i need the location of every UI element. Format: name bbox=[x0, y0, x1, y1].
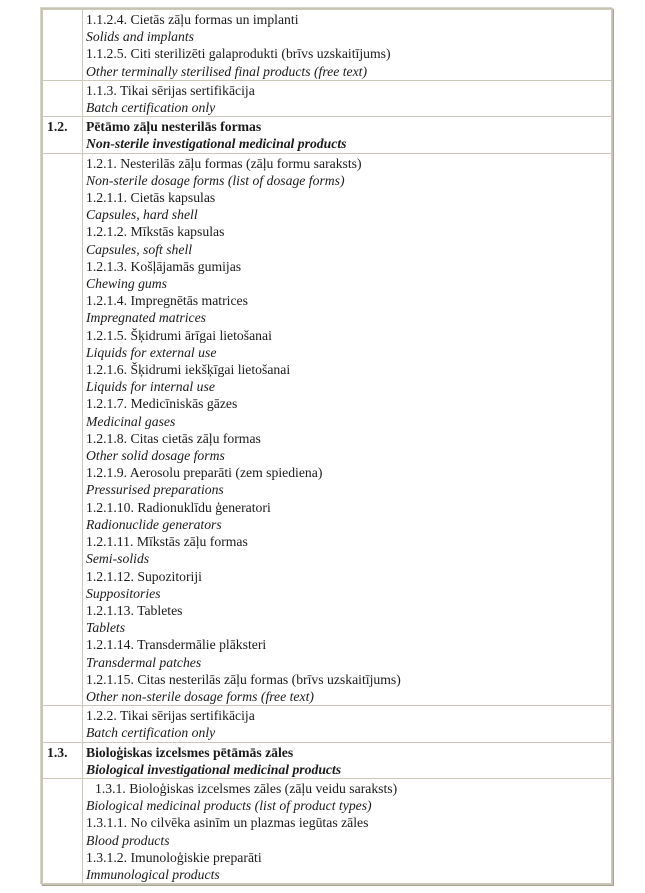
doc-table bbox=[42, 9, 612, 884]
entry-en: Immunological products bbox=[86, 866, 220, 882]
entry-en: Semi-solids bbox=[86, 551, 150, 567]
entry-en: Other terminally sterilised final products (free text) bbox=[86, 63, 368, 79]
table-row bbox=[43, 80, 612, 116]
row-content-cell bbox=[83, 153, 612, 706]
row-content-cell bbox=[83, 80, 612, 116]
table-row bbox=[43, 153, 612, 706]
entry-en: Radionuclide generators bbox=[86, 516, 222, 532]
row-content-cell bbox=[83, 778, 612, 883]
row-number-cell bbox=[43, 778, 83, 883]
entry-lv: 1.2.1.2. Mīkstās kapsulas bbox=[86, 224, 225, 240]
row-number-cell: 1.2. bbox=[43, 117, 83, 153]
section-title-en: Biological investigational medicinal products bbox=[86, 761, 342, 777]
entry-en: Liquids for external use bbox=[86, 344, 217, 360]
entry-en: Capsules, soft shell bbox=[86, 241, 193, 257]
entry-en: Transdermal patches bbox=[86, 654, 202, 670]
entry-lv: 1.2.2. Tikai sērijas sertifikācija bbox=[86, 708, 255, 724]
section-header-row bbox=[43, 117, 612, 153]
entry-en: Solids and implants bbox=[86, 29, 194, 45]
entry-lv: 1.2.1.11. Mīkstās zāļu formas bbox=[86, 534, 248, 550]
entry-lv: 1.2.1.10. Radionuklīdu ģeneratori bbox=[86, 499, 271, 515]
entry-en: Batch certification only bbox=[86, 100, 216, 116]
entry-en: Chewing gums bbox=[86, 276, 167, 292]
row-number-cell: 1.3. bbox=[43, 742, 83, 778]
row-number-cell bbox=[43, 80, 83, 116]
entry-lv: 1.3.1. Bioloģiskas izcelsmes zāles (zāļu veidu saraksts) bbox=[95, 780, 398, 796]
entry-lv: 1.2.1.1. Cietās kapsulas bbox=[86, 190, 216, 206]
row-content-cell bbox=[83, 10, 612, 81]
entry-en: Impregnated matrices bbox=[86, 310, 206, 326]
row-number-cell bbox=[43, 153, 83, 706]
row-content-cell bbox=[83, 117, 612, 153]
entry-en: Batch certification only bbox=[86, 725, 216, 741]
table-row bbox=[43, 778, 612, 883]
entry-lv: 1.2.1.7. Medicīniskās gāzes bbox=[86, 396, 238, 412]
table-row bbox=[43, 10, 612, 81]
section-title-lv: Bioloģiskas izcelsmes pētāmās zāles bbox=[86, 744, 294, 760]
entry-lv: 1.1.2.5. Citi sterilizēti galaprodukti (brīvs uzskaitījums) bbox=[86, 46, 391, 62]
entry-en: Other non-sterile dosage forms (free text) bbox=[86, 688, 314, 704]
entry-lv: 1.2.1.14. Transdermālie plāksteri bbox=[86, 637, 267, 653]
entry-en: Biological medicinal products (list of product types) bbox=[86, 798, 372, 814]
section-title-lv: Pētāmo zāļu nesterilās formas bbox=[86, 119, 262, 135]
entry-en: Liquids for internal use bbox=[86, 379, 215, 395]
entry-lv: 1.3.1.1. No cilvēka asinīm un plazmas iegūtas zāles bbox=[86, 815, 369, 831]
entry-lv: 1.2.1.15. Citas nesterilās zāļu formas (brīvs uzskaitījums) bbox=[86, 671, 401, 687]
section-title-en: Non-sterile investigational medicinal products bbox=[86, 136, 347, 152]
section-header-row bbox=[43, 742, 612, 778]
entry-lv: 1.2.1.5. Šķidrumi ārīgai lietošanai bbox=[86, 327, 272, 343]
table-row bbox=[43, 706, 612, 742]
row-number-cell bbox=[43, 706, 83, 742]
entry-lv: 1.2.1.9. Aerosolu preparāti (zem spiediena) bbox=[86, 465, 323, 481]
entry-en: Medicinal gases bbox=[86, 413, 176, 429]
entry-en: Tablets bbox=[86, 620, 126, 636]
entry-en: Pressurised preparations bbox=[86, 482, 224, 498]
entry-en: Suppositories bbox=[86, 585, 161, 601]
entry-lv: 1.3.1.2. Imunoloģiskie preparāti bbox=[86, 849, 262, 865]
entry-en: Non-sterile dosage forms (list of dosage forms) bbox=[86, 172, 345, 188]
entry-lv: 1.2.1.8. Citas cietās zāļu formas bbox=[86, 430, 261, 446]
entry-en: Capsules, hard shell bbox=[86, 207, 198, 223]
certification-scope-table bbox=[41, 8, 613, 885]
entry-lv: 1.2.1.6. Šķidrumi iekšķīgai lietošanai bbox=[86, 362, 291, 378]
entry-lv: 1.2.1.13. Tabletes bbox=[86, 602, 183, 618]
row-content-cell bbox=[83, 742, 612, 778]
entry-en: Other solid dosage forms bbox=[86, 448, 225, 464]
entry-lv: 1.2.1.12. Supozitoriji bbox=[86, 568, 202, 584]
entry-en: Blood products bbox=[86, 832, 170, 848]
row-content-cell bbox=[83, 706, 612, 742]
entry-lv: 1.1.2.4. Cietās zāļu formas un implanti bbox=[86, 12, 299, 27]
row-number-cell bbox=[43, 10, 83, 81]
entry-lv: 1.2.1.4. Impregnētās matrices bbox=[86, 293, 248, 309]
entry-lv: 1.2.1.3. Košļājamās gumijas bbox=[86, 258, 242, 274]
entry-lv: 1.2.1. Nesterilās zāļu formas (zāļu formu saraksts) bbox=[86, 155, 362, 171]
entry-lv: 1.1.3. Tikai sērijas sertifikācija bbox=[86, 82, 255, 98]
